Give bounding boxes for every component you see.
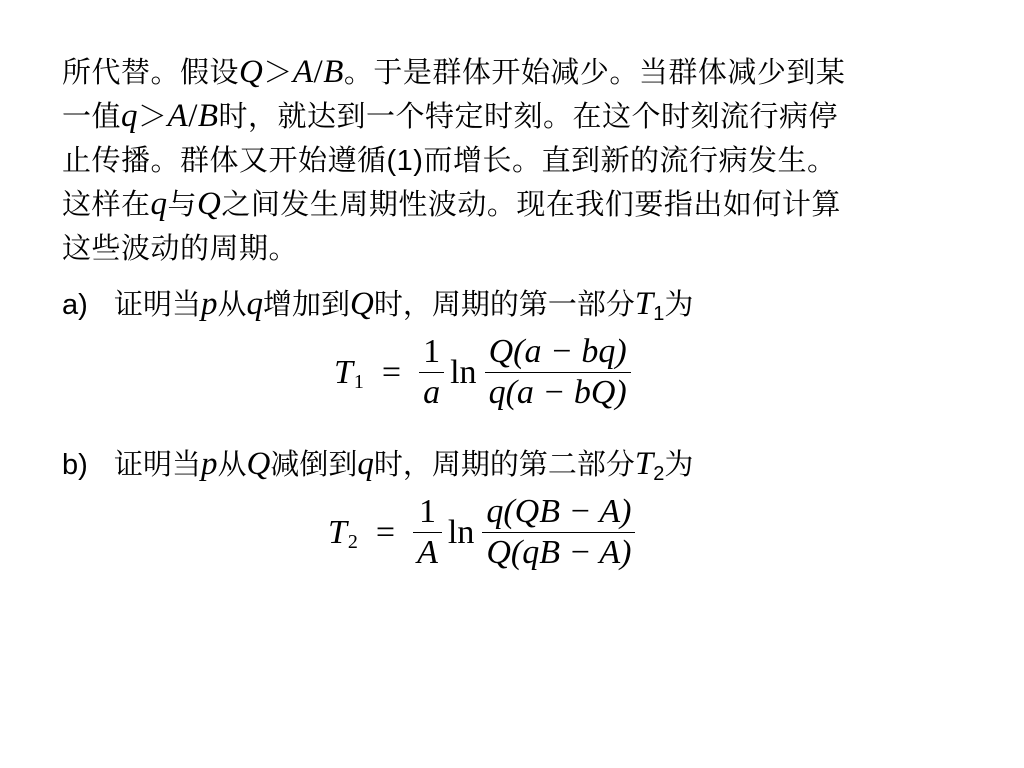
math-subscript: 2	[653, 463, 665, 485]
paragraph-line-5	[62, 226, 982, 270]
text-segment: 止传播。群体又开始遵循	[62, 143, 387, 177]
math-variable: B	[323, 54, 344, 90]
fraction-numerator: 1	[419, 493, 436, 530]
text-segment: 与	[167, 187, 198, 221]
text-segment: 时，周期的第二部分	[373, 447, 635, 481]
coefficient-fraction	[413, 492, 442, 573]
paragraph-line-2	[62, 94, 982, 138]
text-segment: 时，周期的第一部分	[373, 287, 635, 321]
fraction-denominator: a	[423, 374, 441, 411]
text-segment: 。于是群体开始减少。当群体减少到某	[343, 55, 846, 89]
text-segment: 证明当	[114, 287, 202, 321]
math-variable: Q	[197, 186, 222, 222]
math-operator: /	[313, 54, 324, 90]
text-segment: 之间发生周期性波动。现在我们要指出如何计算	[221, 187, 841, 221]
text-segment: 这样在	[62, 187, 151, 221]
paragraph-line-4	[62, 182, 982, 226]
text-segment: ＞	[263, 55, 293, 89]
fraction-numerator: 1	[423, 333, 441, 370]
item-label: a)	[62, 289, 88, 321]
math-subscript: 1	[653, 303, 665, 325]
item-b	[62, 442, 693, 490]
math-variable: T	[634, 286, 654, 322]
math-variable: q	[357, 446, 374, 482]
item-label: b)	[62, 449, 88, 481]
math-variable: p	[201, 446, 218, 482]
math-variable: q	[246, 286, 264, 322]
formula-subscript: 2	[347, 531, 358, 553]
paragraph-line-1	[62, 50, 982, 94]
text-segment: 为	[664, 287, 694, 321]
text-segment: 所代替。假设	[62, 55, 240, 89]
math-variable: A	[167, 98, 189, 134]
coefficient-fraction	[419, 332, 444, 413]
fraction-denominator: A	[417, 534, 438, 571]
text-segment: 时，就达到一个特定时刻。在这个时刻流行病停	[218, 99, 839, 133]
math-variable: T	[634, 446, 654, 482]
fraction-numerator: q(QB − A)	[486, 493, 632, 530]
text-segment: 从	[217, 287, 247, 321]
text-segment: 为	[664, 447, 694, 481]
math-variable: Q	[350, 286, 374, 322]
text-segment: 证明当	[114, 447, 202, 481]
paragraph-line-3	[62, 138, 982, 182]
log-argument-fraction	[485, 332, 631, 413]
math-variable: q	[150, 186, 168, 222]
ln-operator: ln	[450, 353, 477, 391]
text-segment: ＞	[138, 99, 168, 133]
math-variable: q	[121, 98, 139, 134]
fraction-denominator: q(a − bQ)	[488, 374, 627, 411]
text-segment: 从	[217, 447, 247, 481]
equals-sign: =	[381, 353, 402, 391]
math-variable: Q	[239, 54, 264, 90]
equals-sign: =	[375, 513, 396, 551]
text-segment: 一值	[62, 99, 122, 133]
ln-operator: ln	[447, 513, 475, 551]
text-segment: 增加到	[263, 287, 351, 321]
formula-t1	[334, 332, 637, 413]
math-operator: /	[188, 98, 198, 134]
text-segment: 而增长。直到新的流行病发生。	[423, 143, 837, 177]
log-argument-fraction	[482, 492, 635, 573]
item-a	[62, 282, 693, 330]
math-variable: p	[201, 286, 218, 322]
text-segment: 减倒到	[270, 447, 358, 481]
formula-t2	[328, 492, 641, 573]
math-variable: A	[292, 54, 314, 90]
formula-lhs: T	[328, 513, 347, 551]
fraction-numerator: Q(a − bq)	[488, 333, 627, 370]
equation-reference: (1)	[386, 145, 424, 177]
fraction-denominator: Q(qB − A)	[486, 534, 632, 571]
text-segment: 这些波动的周期。	[62, 231, 299, 265]
math-variable: Q	[246, 446, 271, 482]
intro-paragraph	[62, 50, 982, 270]
formula-lhs: T	[334, 353, 353, 391]
formula-subscript: 1	[353, 371, 364, 393]
math-variable: B	[197, 98, 219, 134]
